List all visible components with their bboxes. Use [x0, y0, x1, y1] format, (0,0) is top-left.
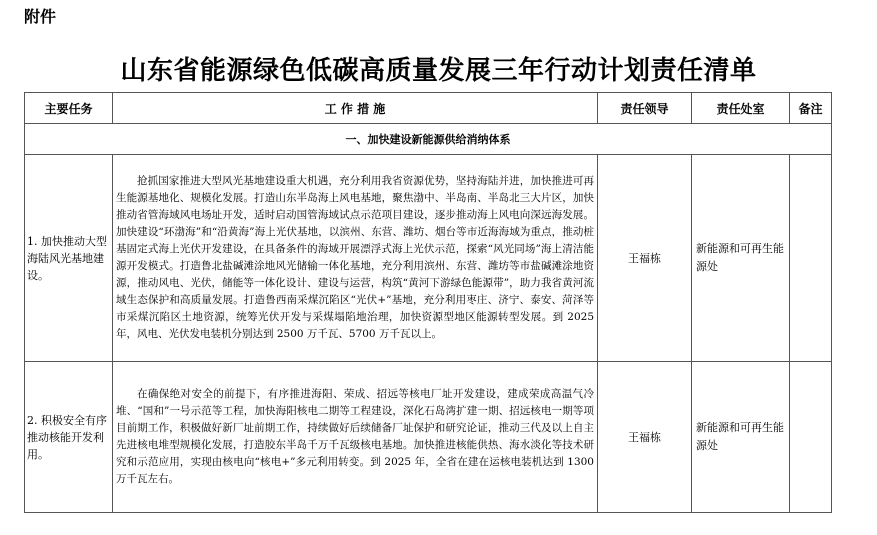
note-cell	[790, 155, 832, 362]
measures-text: 抢抓国家推进大型风光基地建设重大机遇，充分利用我省资源优势，坚持海陆并进，加快推进可再生能源基地化、规模化发展。打造山东半岛海上风电基地，聚焦渤中、半岛南、半岛北三大片区，加快推动省管海域风电场址开发，适时启动国管海域试点示范项目建设，逐步推动海上风电向深远海发展。加快建设“环渤海”和“沿黄海”海上光伏基地，以滨州、东营、潍坊、烟台等市近海海域为重点，推动桩基固定式海上光伏开发建设，在具备条件的海域开展漂浮式海上光伏示范，探索“风光同场”海上清洁能源开发模式。打造鲁北盐碱滩涂地风光储输一体化基地，充分利用滨州、东营、潍坊等市盐碱滩涂地资源，推动风电、光伏，储能等一体化设计、建设与运营，构筑“黄河下游绿色能源带”，助力我省黄河流域生态保护和高质量发展。打造鲁西南采煤沉陷区“光伏+”基地，充分利用枣庄、济宁、泰安、菏泽等市采煤沉陷区土地资源，统筹光伏开发与采煤塌陷地治理，加快资源型地区能源转型发展。到 2025 年，风电、光伏发电装机分别达到 2500 万千瓦、5700 万千瓦以上。	[116, 175, 594, 340]
office-cell: 新能源和可再生能源处	[692, 155, 790, 362]
table-row	[25, 155, 832, 362]
task-cell: 2. 积极安全有序推动核能开发利用。	[25, 362, 113, 513]
note-cell	[790, 362, 832, 513]
measures-cell	[113, 155, 598, 362]
office-cell: 新能源和可再生能源处	[692, 362, 790, 513]
section-title: 一、加快建设新能源供给消纳体系	[25, 124, 832, 155]
measures-text: 在确保绝对安全的前提下，有序推进海阳、荣成、招远等核电厂址开发建设，建成荣成高温气冷堆、“国和”一号示范等工程，加快海阳核电二期等工程建设，深化石岛湾扩建一期、招远核电一期等项目前期工作，积极做好新厂址前期工作，持续做好后续储备厂址保护和研究论证，推动三代及以上自主先进核电堆型规模化发展，打造胶东半岛千万千瓦级核电基地。加快推进核能供热、海水淡化等技术研究和示范应用，实现由核电向“核电+”多元利用转变。到 2025 年，全省在建在运核电装机达到 1300 万千瓦左右。	[116, 388, 594, 485]
attachment-label: 附件	[24, 7, 57, 26]
section-row	[25, 124, 832, 155]
table-header-row	[25, 93, 832, 124]
measures-cell	[113, 362, 598, 513]
header-leader: 责任领导	[598, 93, 692, 124]
responsibility-table	[24, 92, 832, 513]
header-office: 责任处室	[692, 93, 790, 124]
task-cell: 1. 加快推动大型海陆风光基地建设。	[25, 155, 113, 362]
leader-cell: 王福栋	[598, 155, 692, 362]
document-title: 山东省能源绿色低碳高质量发展三年行动计划责任清单	[120, 56, 757, 86]
leader-cell: 王福栋	[598, 362, 692, 513]
header-measures: 工 作 措 施	[113, 93, 598, 124]
header-note: 备注	[790, 93, 832, 124]
header-task: 主要任务	[25, 93, 113, 124]
table-row	[25, 362, 832, 513]
